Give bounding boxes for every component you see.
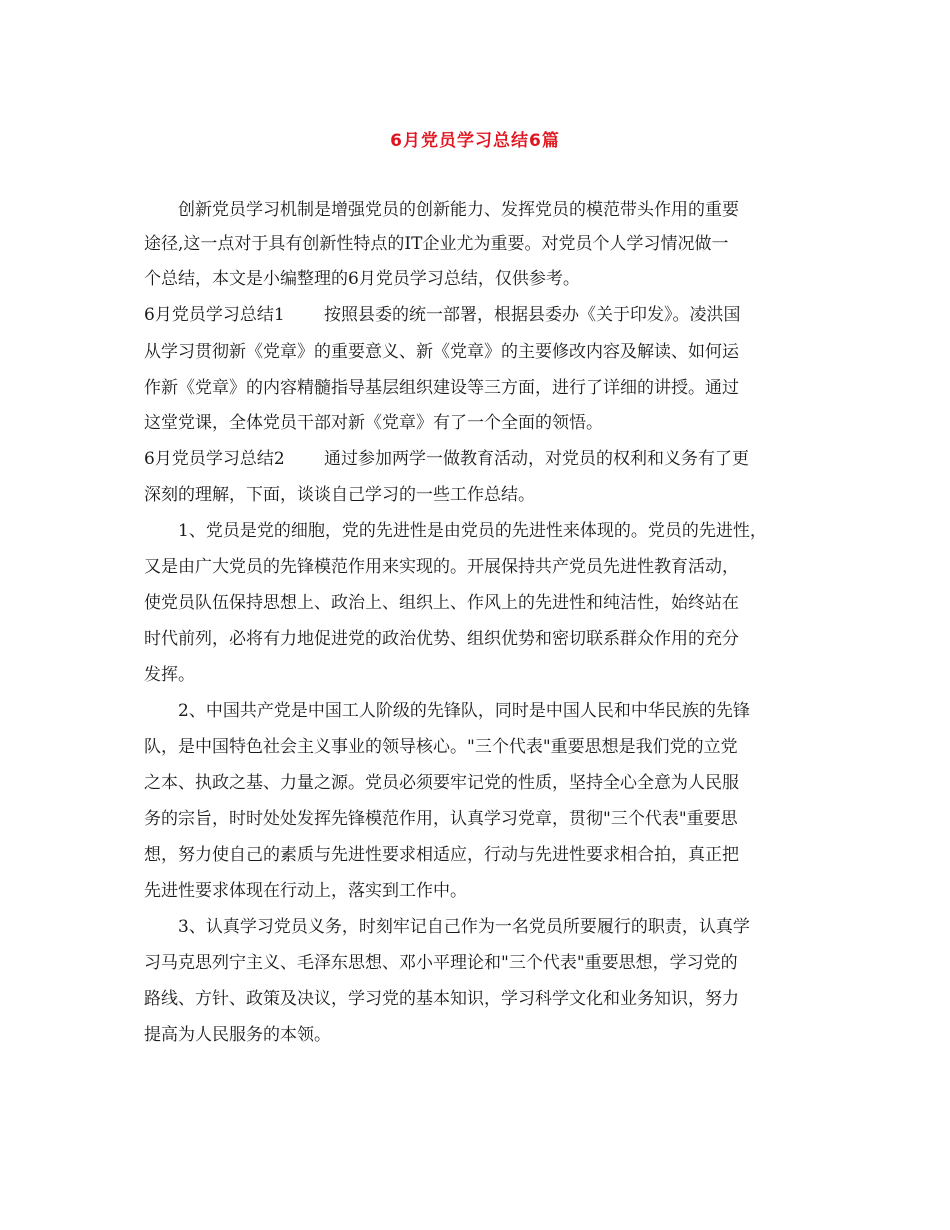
body-line: 想，努力使自己的素质与先进性要求相适应，行动与先进性要求相合拍，真正把	[144, 845, 739, 865]
body-line: 习马克思列宁主义、毛泽东思想、邓小平理论和"三个代表"重要思想，学习党的	[144, 953, 738, 973]
body-line: 深刻的理解，下面，谈谈自己学习的一些工作总结。	[144, 485, 535, 505]
body-line: 创新党员学习机制是增强党员的创新能力、发挥党员的模范带头作用的重要	[144, 200, 739, 220]
body-line: 个总结，本文是小编整理的6月党员学习总结，仅供参考。	[144, 269, 580, 289]
body-line: 6月党员学习总结1 按照县委的统一部署，根据县委办《关于印发》。凌洪国	[144, 305, 741, 325]
body-line: 2、中国共产党是中国工人阶级的先锋队，同时是中国人民和中华民族的先锋	[144, 701, 750, 721]
body-line: 作新《党章》的内容精髓指导基层组织建设等三方面，进行了详细的讲授。通过	[144, 378, 739, 398]
body-line: 6月党员学习总结2 通过参加两学一做教育活动，对党员的权利和义务有了更	[144, 449, 750, 469]
body-line: 务的宗旨，时时处处发挥先锋模范作用，认真学习党章，贯彻"三个代表"重要思	[144, 809, 738, 829]
body-line: 途径,这一点对于具有创新性特点的IT企业尤为重要。对党员个人学习情况做一	[144, 234, 729, 254]
body-line: 发挥。	[144, 665, 195, 685]
body-line: 路线、方针、政策及决议，学习党的基本知识，学习科学文化和业务知识，努力	[144, 989, 739, 1009]
body-line: 使党员队伍保持思想上、政治上、组织上、作风上的先进性和纯洁性，始终站在	[144, 593, 739, 613]
page-title: 6月党员学习总结6篇	[390, 131, 560, 151]
body-line: 提高为人民服务的本领。	[144, 1025, 331, 1045]
body-line: 队，是中国特色社会主义事业的领导核心。"三个代表"重要思想是我们党的立党	[144, 737, 738, 757]
body-line: 这堂党课，全体党员干部对新《党章》有了一个全面的领悟。	[144, 413, 603, 433]
body-line: 之本、执政之基、力量之源。党员必须要牢记党的性质，坚持全心全意为人民服	[144, 773, 739, 793]
body-line: 先进性要求体现在行动上，落实到工作中。	[144, 881, 467, 901]
body-line: 又是由广大党员的先锋模范作用来实现的。开展保持共产党员先进性教育活动，	[144, 557, 739, 577]
body-line: 1、党员是党的细胞，党的先进性是由党员的先进性来体现的。党员的先进性，	[144, 521, 767, 541]
body-line: 时代前列，必将有力地促进党的政治优势、组织优势和密切联系群众作用的充分	[144, 629, 739, 649]
body-line: 从学习贯彻新《党章》的重要意义、新《党章》的主要修改内容及解读、如何运	[144, 342, 739, 362]
body-line: 3、认真学习党员义务，时刻牢记自己作为一名党员所要履行的职责，认真学	[144, 917, 750, 937]
